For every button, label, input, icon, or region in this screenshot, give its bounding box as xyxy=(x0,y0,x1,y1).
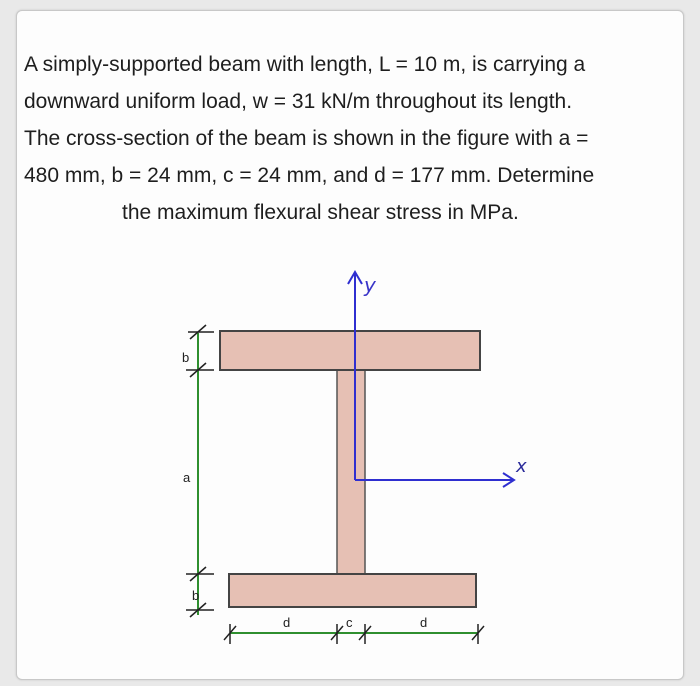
dimension-b-bottom-label: b xyxy=(192,588,200,603)
top-flange xyxy=(220,331,480,370)
problem-line-5: the maximum flexural shear stress in MPa. xyxy=(122,201,519,224)
dimension-c-label: c xyxy=(346,615,353,630)
y-axis-label: y xyxy=(364,273,376,297)
dimension-a-label: a xyxy=(183,470,191,485)
web xyxy=(337,370,365,574)
problem-line-2: downward uniform load, w = 31 kN/m throughout its length. xyxy=(24,90,573,113)
problem-line-1: A simply-supported beam with length, L = 10 m, is carrying a xyxy=(24,53,586,76)
x-axis xyxy=(355,473,514,487)
x-axis-label: x xyxy=(516,456,527,477)
dimension-b-top-label: b xyxy=(182,350,190,365)
problem-line-3: The cross-section of the beam is shown in the figure with a = xyxy=(24,127,589,150)
bottom-flange xyxy=(229,574,476,607)
dimension-d-left-label: d xyxy=(283,615,291,630)
problem-line-4: 480 mm, b = 24 mm, c = 24 mm, and d = 177 mm. Determine xyxy=(24,164,595,187)
dimension-d-right-label: d xyxy=(420,615,428,630)
